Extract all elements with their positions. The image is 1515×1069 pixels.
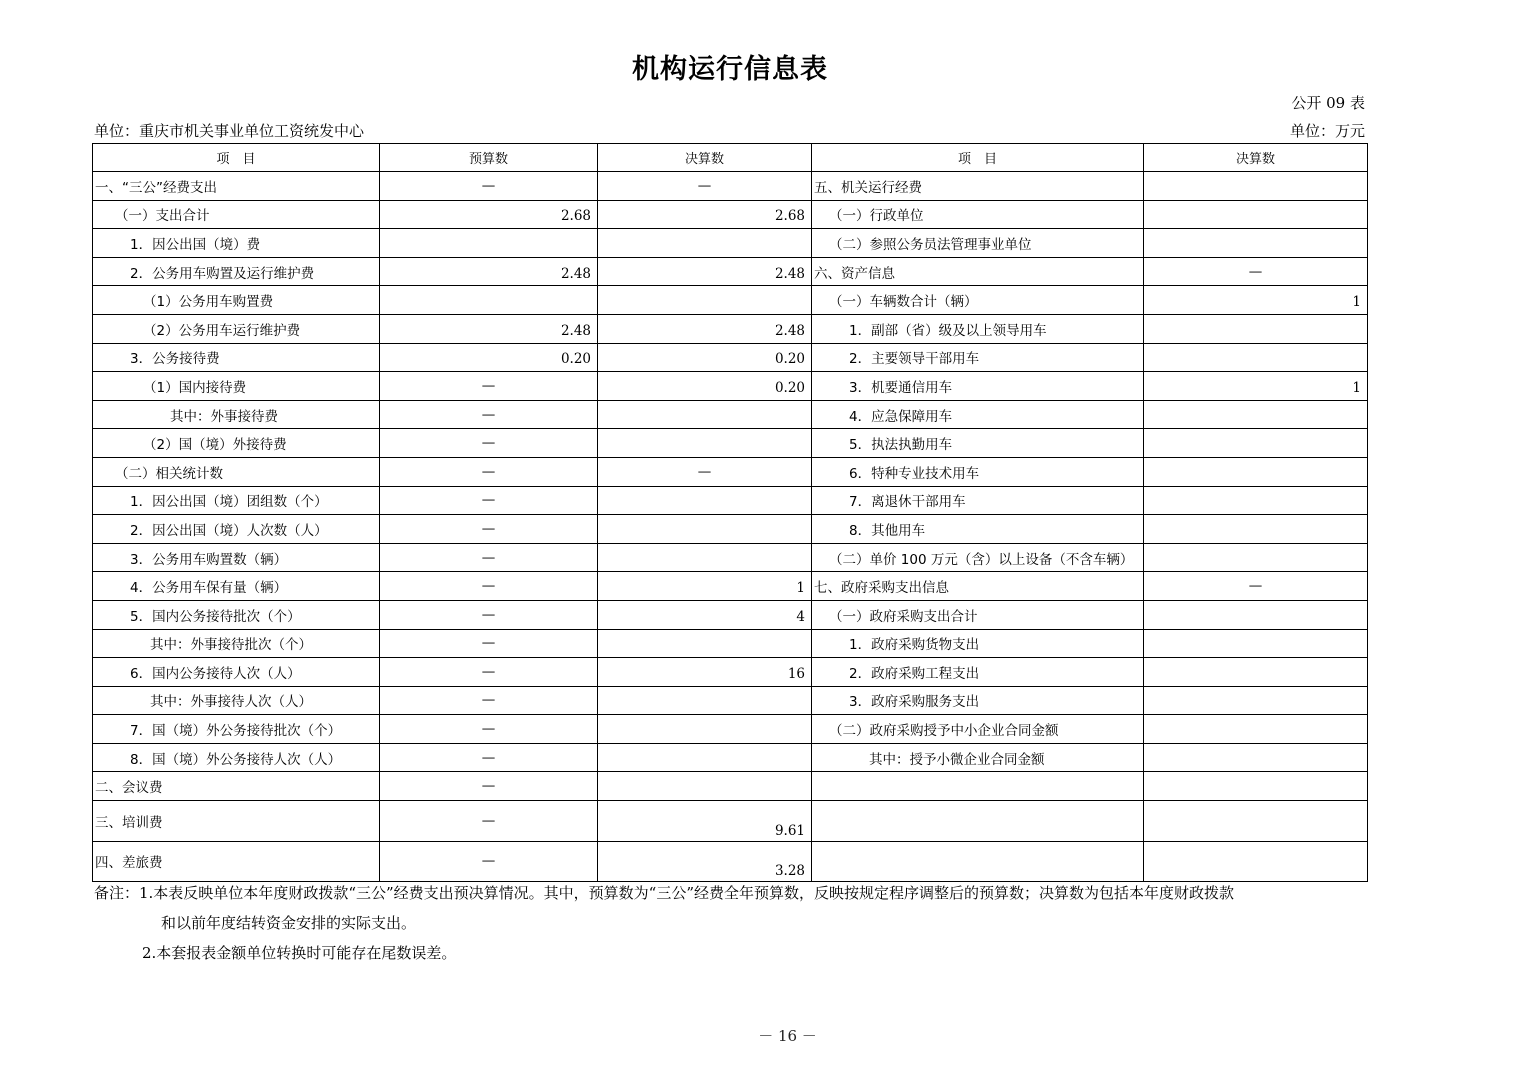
final-value-right (1144, 715, 1368, 744)
table-row (93, 286, 1368, 315)
table-row (93, 801, 1368, 842)
table-row (93, 172, 1368, 201)
final-value-right: 1 (1144, 372, 1368, 401)
final-value-right (1144, 314, 1368, 343)
table-row (93, 743, 1368, 772)
item-label-right: （二）单价 100 万元（含）以上设备（不含车辆） (812, 543, 1144, 572)
final-value-right (1144, 743, 1368, 772)
item-label: 3．公务用车购置数（辆） (93, 543, 380, 572)
item-label-right: 六、资产信息 (812, 257, 1144, 286)
table-row (93, 543, 1368, 572)
final-value-right: — (1144, 572, 1368, 601)
item-label: 二、会议费 (93, 772, 380, 801)
budget-value: — (380, 172, 598, 201)
final-value-right (1144, 772, 1368, 801)
final-value: 1 (598, 572, 812, 601)
final-value (598, 229, 812, 258)
item-label: 1．因公出国（境）费 (93, 229, 380, 258)
final-value-right (1144, 629, 1368, 658)
final-value (598, 686, 812, 715)
table-row (93, 200, 1368, 229)
final-value (598, 543, 812, 572)
item-label: （1）公务用车购置费 (93, 286, 380, 315)
budget-value: 2.68 (380, 200, 598, 229)
final-value-right (1144, 229, 1368, 258)
final-value (598, 286, 812, 315)
item-label: 5．国内公务接待批次（个） (93, 600, 380, 629)
table-row (93, 572, 1368, 601)
final-value-right: 1 (1144, 286, 1368, 315)
budget-value: — (380, 515, 598, 544)
item-label-right: 8．其他用车 (812, 515, 1144, 544)
table-row (93, 841, 1368, 882)
item-label-right: 7．离退休干部用车 (812, 486, 1144, 515)
final-value-right (1144, 429, 1368, 458)
table-row (93, 314, 1368, 343)
final-value (598, 772, 812, 801)
budget-value (380, 229, 598, 258)
item-label: 2．公务用车购置及运行维护费 (93, 257, 380, 286)
final-value: — (598, 457, 812, 486)
notes (94, 878, 1234, 968)
table-body (93, 172, 1368, 882)
item-label: 8．国（境）外公务接待人次（人） (93, 743, 380, 772)
item-label: （1）国内接待费 (93, 372, 380, 401)
final-value-right: — (1144, 257, 1368, 286)
item-label-right: 4．应急保障用车 (812, 400, 1144, 429)
item-label: （一）支出合计 (93, 200, 380, 229)
final-value-right (1144, 686, 1368, 715)
budget-value: — (380, 658, 598, 687)
header-budget: 预算数 (380, 144, 598, 172)
item-label-right: 2．主要领导干部用车 (812, 343, 1144, 372)
final-value-right (1144, 457, 1368, 486)
header-row (93, 144, 1368, 172)
item-label: （2）公务用车运行维护费 (93, 314, 380, 343)
final-value-right (1144, 543, 1368, 572)
item-label: 三、培训费 (93, 801, 380, 842)
note-line-1: 备注：1.本表反映单位本年度财政拨款“三公”经费支出预决算情况。其中，预算数为“三公”经费全年预算数，反映按规定程序调整后的预算数；决算数为包括本年度财政拨款 (94, 884, 1234, 902)
budget-value: — (380, 372, 598, 401)
final-value (598, 429, 812, 458)
final-value (598, 400, 812, 429)
final-value: 4 (598, 600, 812, 629)
page-number: － 16 － (758, 1027, 817, 1045)
table-row (93, 772, 1368, 801)
item-label-right (812, 801, 1144, 842)
table-row (93, 486, 1368, 515)
header-final: 决算数 (598, 144, 812, 172)
budget-value: 2.48 (380, 257, 598, 286)
budget-value: — (380, 429, 598, 458)
item-label: 4．公务用车保有量（辆） (93, 572, 380, 601)
final-value-right (1144, 486, 1368, 515)
item-label: （2）国（境）外接待费 (93, 429, 380, 458)
budget-value: — (380, 457, 598, 486)
final-value-right (1144, 801, 1368, 842)
item-label-right: 1．政府采购货物支出 (812, 629, 1144, 658)
budget-value: — (380, 629, 598, 658)
item-label-right: 五、机关运行经费 (812, 172, 1144, 201)
budget-value: — (380, 543, 598, 572)
final-value-right (1144, 515, 1368, 544)
item-label: 3．公务接待费 (93, 343, 380, 372)
budget-value: 2.48 (380, 314, 598, 343)
info-table (92, 143, 1368, 882)
item-label-right: （二）参照公务员法管理事业单位 (812, 229, 1144, 258)
table-row (93, 515, 1368, 544)
page-title: 机构运行信息表 (632, 54, 828, 85)
item-label-right: 七、政府采购支出信息 (812, 572, 1144, 601)
header-item-right: 项 目 (812, 144, 1144, 172)
budget-value: — (380, 686, 598, 715)
table-row (93, 400, 1368, 429)
budget-value (380, 286, 598, 315)
final-value: 2.48 (598, 314, 812, 343)
item-label-right (812, 841, 1144, 882)
budget-value: — (380, 600, 598, 629)
table-row (93, 600, 1368, 629)
item-label: （二）相关统计数 (93, 457, 380, 486)
unit-organization: 单位：重庆市机关事业单位工资统发中心 (94, 122, 365, 140)
item-label-right: （一）行政单位 (812, 200, 1144, 229)
final-value: 0.20 (598, 372, 812, 401)
final-value-right (1144, 600, 1368, 629)
item-label-right: （二）政府采购授予中小企业合同金额 (812, 715, 1144, 744)
final-value (598, 629, 812, 658)
item-label: 6．国内公务接待人次（人） (93, 658, 380, 687)
table-row (93, 343, 1368, 372)
unit-currency: 单位：万元 (1289, 122, 1365, 140)
final-value: 0.20 (598, 343, 812, 372)
table-row (93, 257, 1368, 286)
item-label-right: 3．政府采购服务支出 (812, 686, 1144, 715)
table-row (93, 372, 1368, 401)
table-row (93, 229, 1368, 258)
budget-value: — (380, 400, 598, 429)
item-label-right (812, 772, 1144, 801)
note-line-2: 和以前年度结转资金安排的实际支出。 (161, 914, 417, 932)
budget-value: 0.20 (380, 343, 598, 372)
budget-value: — (380, 801, 598, 842)
final-value: 2.68 (598, 200, 812, 229)
table-row (93, 429, 1368, 458)
item-label: 7．国（境）外公务接待批次（个） (93, 715, 380, 744)
item-label-right: 3．机要通信用车 (812, 372, 1144, 401)
item-label: 其中：外事接待批次（个） (93, 629, 380, 658)
item-label-right: 1．副部（省）级及以上领导用车 (812, 314, 1144, 343)
item-label-right: （一）车辆数合计（辆） (812, 286, 1144, 315)
budget-value: — (380, 841, 598, 882)
note-line-3: 2.本套报表金额单位转换时可能存在尾数误差。 (142, 944, 457, 962)
header-final-right: 决算数 (1144, 144, 1368, 172)
item-label: 其中：外事接待人次（人） (93, 686, 380, 715)
final-value-right (1144, 841, 1368, 882)
budget-value: — (380, 772, 598, 801)
item-label-right: （一）政府采购支出合计 (812, 600, 1144, 629)
item-label-right: 5．执法执勤用车 (812, 429, 1144, 458)
table-row (93, 629, 1368, 658)
budget-value: — (380, 715, 598, 744)
final-value: 16 (598, 658, 812, 687)
table-row (93, 715, 1368, 744)
header-item: 项 目 (93, 144, 380, 172)
table-number: 公开 09 表 (1291, 94, 1365, 112)
table-row (93, 457, 1368, 486)
final-value-right (1144, 172, 1368, 201)
item-label-right: 6．特种专业技术用车 (812, 457, 1144, 486)
item-label: 四、差旅费 (93, 841, 380, 882)
final-value-right (1144, 343, 1368, 372)
final-value: 9.61 (598, 801, 812, 842)
final-value-right (1144, 200, 1368, 229)
budget-value: — (380, 743, 598, 772)
budget-value: — (380, 572, 598, 601)
item-label: 2．因公出国（境）人次数（人） (93, 515, 380, 544)
item-label: 1．因公出国（境）团组数（个） (93, 486, 380, 515)
final-value: — (598, 172, 812, 201)
budget-value: — (380, 486, 598, 515)
final-value (598, 743, 812, 772)
final-value (598, 486, 812, 515)
item-label: 其中：外事接待费 (93, 400, 380, 429)
final-value-right (1144, 400, 1368, 429)
item-label-right: 其中：授予小微企业合同金额 (812, 743, 1144, 772)
final-value: 3.28 (598, 841, 812, 882)
final-value (598, 715, 812, 744)
table-row (93, 686, 1368, 715)
item-label-right: 2．政府采购工程支出 (812, 658, 1144, 687)
item-label: 一、“三公”经费支出 (93, 172, 380, 201)
final-value: 2.48 (598, 257, 812, 286)
final-value-right (1144, 658, 1368, 687)
table-row (93, 658, 1368, 687)
final-value (598, 515, 812, 544)
